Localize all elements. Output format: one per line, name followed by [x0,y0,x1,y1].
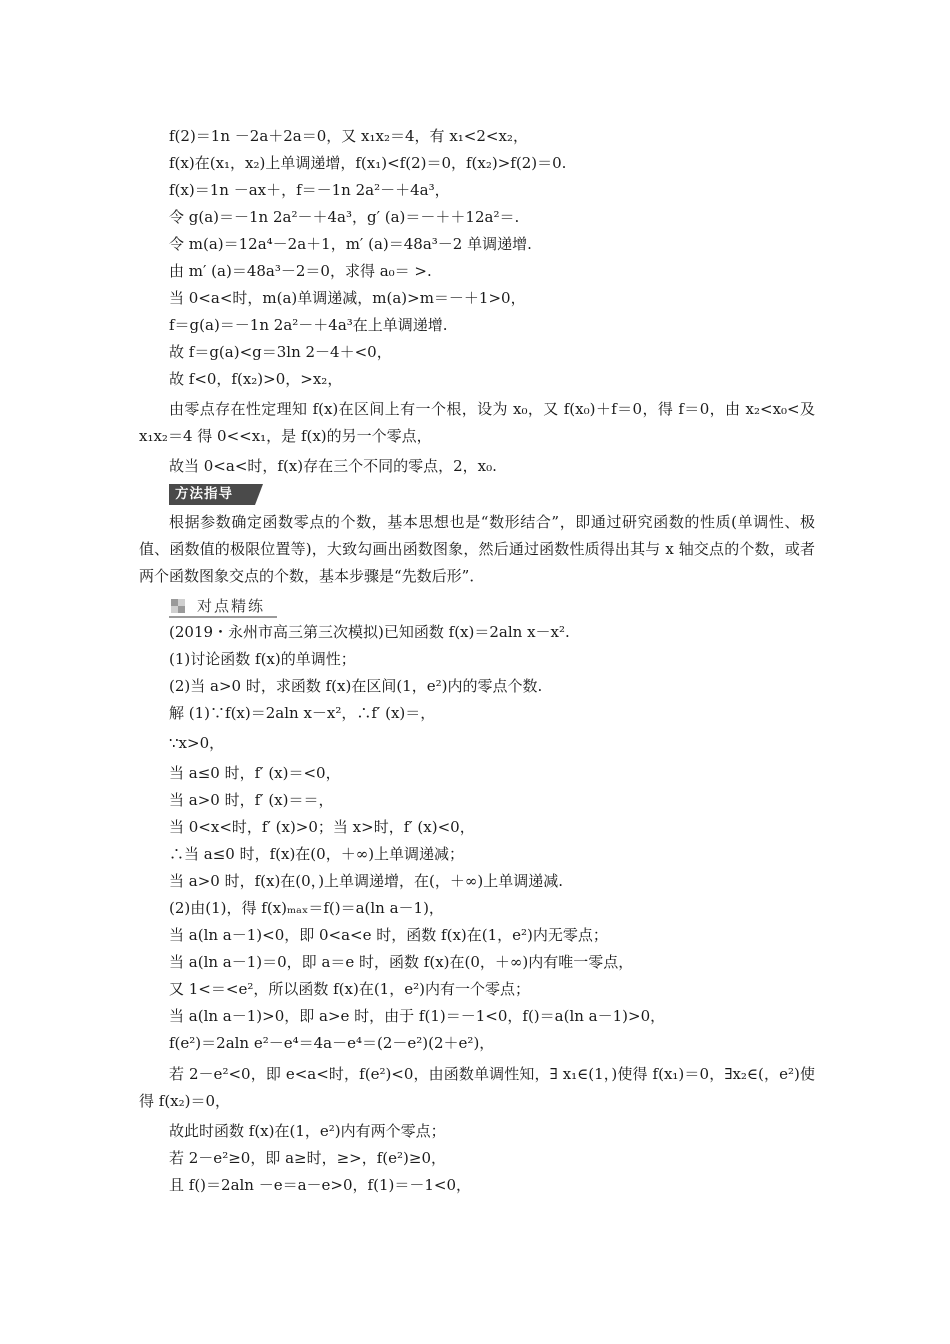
solution-conclusion: 故当 0<a<时，f(x)存在三个不同的零点，2，x₀. [169,457,497,475]
answer-line: 若 2－e²≥0，即 a≥时，≥>，f(e²)≥0， [169,1149,446,1167]
answer-line: 又 1<＝<e²，所以函数 f(x)在(1，e²)内有一个零点； [169,980,530,998]
method-heading: 方法指导 [169,484,255,505]
answer-line: 当 a>0 时，f(x)在(0，)上单调递增，在(，＋∞)上单调递减. [169,872,564,890]
solution-line: f(x)在(x₁，x₂)上单调递增，f(x₁)<f(2)＝0，f(x₂)>f(2)＝0. [169,154,567,172]
practice-heading-text: 对点精练 [197,597,266,615]
solution-line: 令 m(a)＝12a⁴－2a＋1，m′ (a)＝48a³－2 单调递增. [169,235,532,253]
answer-line: ∵x>0， [169,734,225,752]
problem-line: (2)当 a>0 时，求函数 f(x)在区间(1，e²)内的零点个数. [169,677,543,695]
problem-line: (2019・永州市高三第三次模拟)已知函数 f(x)＝2aln x－x². [169,623,570,641]
problem-line: (1)讨论函数 f(x)的单调性； [169,650,356,668]
practice-heading [169,596,277,618]
answer-line: 当 a(ln a－1)<0，即 0<a<e 时，函数 f(x)在(1，e²)内无零点； [169,926,608,944]
answer-line: 当 a≤0 时，f′ (x)＝<0， [169,764,341,782]
solution-line: f＝g(a)＝－1n 2a²－＋4a³在上单调递增. [169,316,448,334]
solution-line: f(x)＝1n －ax＋，f＝－1n 2a²－＋4a³， [169,181,450,199]
answer-line: 故此时函数 f(x)在(1，e²)内有两个零点； [169,1122,446,1140]
solution-paragraph: 由零点存在性定理知 f(x)在区间上有一个根，设为 x₀，又 f(x₀)＋f＝0，得 f＝0，由 x₂<x₀<及 x₁x₂＝4 得 0<<x₁，是 f(x)的另一个零点， [139,400,815,445]
answer-line: f(e²)＝2aln e²－e⁴＝4a－e⁴＝(2－e²)(2＋e²)， [169,1034,495,1052]
solution-line: 由 m′ (a)＝48a³－2＝0，求得 a₀＝ >. [169,262,432,280]
answer-line: ∴当 a≤0 时，f(x)在(0，＋∞)上单调递减； [169,845,465,863]
answer-line: 当 0<x<时，f′ (x)>0；当 x>时，f′ (x)<0， [169,818,475,836]
squares-icon [171,599,185,613]
answer-paragraph: 若 2－e²<0，即 e<a<时，f(e²)<0，由函数单调性知，∃ x₁∈(1，)使得 f(x₁)＝0，∃x₂∈(，e²)使得 f(x₂)＝0， [139,1065,815,1110]
answer-line: 当 a(ln a－1)＝0，即 a＝e 时，函数 f(x)在(0，＋∞)内有唯一零点， [169,953,634,971]
solution-line: 令 g(a)＝－1n 2a²－＋4a³，g′ (a)＝－＋＋12a²＝. [169,208,520,226]
solution-line: 故 f＝g(a)<g＝3ln 2－4＋<0， [169,343,392,361]
answer-line: (2)由(1)，得 f(x)ₘₐₓ＝f()＝a(ln a－1)， [169,899,444,917]
solution-line: f(2)＝1n －2a＋2a＝0，又 x₁x₂＝4，有 x₁<2<x₂， [169,127,528,145]
solution-line: 当 0<a<时，m(a)单调递减，m(a)>m＝－＋1>0， [169,289,526,307]
answer-line: 当 a>0 时，f′ (x)＝＝， [169,791,334,809]
solution-line: 故 f<0，f(x₂)>0，>x₂， [169,370,343,388]
answer-line: 且 f()＝2aln －e＝a－e>0，f(1)＝－1<0， [169,1176,472,1194]
answer-line: 当 a(ln a－1)>0，即 a>e 时，由于 f(1)＝－1<0，f()＝a(ln a－1)>0， [169,1007,666,1025]
answer-line: 解 (1)∵f(x)＝2aln x－x²，∴f′ (x)＝， [169,704,436,722]
method-paragraph: 根据参数确定函数零点的个数，基本思想也是“数形结合”，即通过研究函数的性质(单调性、极值、函数值的极限位置等)，大致勾画出函数图象，然后通过函数性质得出其与 x 轴交点的个数，或者两个函数图象交点的个数，基本步骤是“先数后形”． [139,513,815,585]
